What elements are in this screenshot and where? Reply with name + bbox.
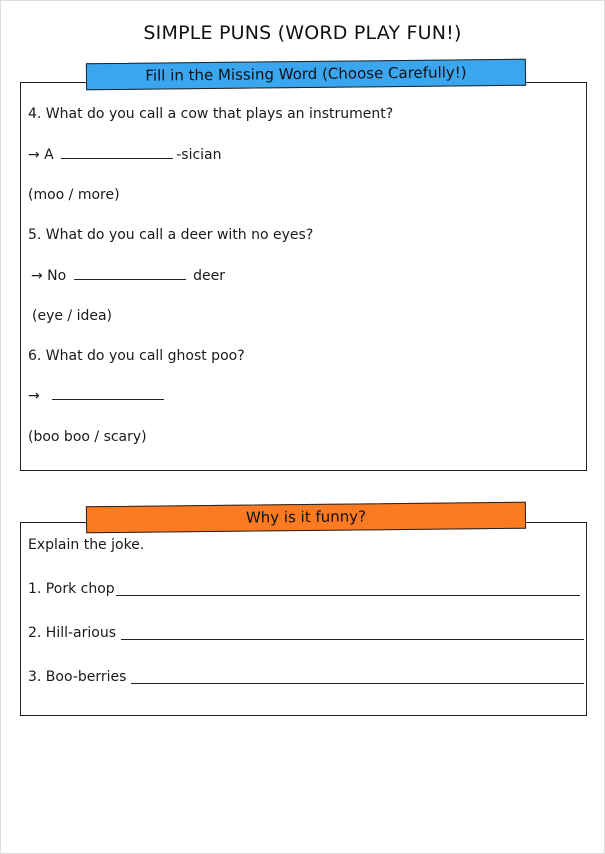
question-5: 5. What do you call a deer with no eyes?	[28, 227, 314, 243]
answer-4-suffix: -sician	[176, 147, 222, 163]
answer-4-line	[28, 146, 222, 163]
answer-5-blank[interactable]	[74, 267, 186, 280]
answer-4-prefix: → A	[28, 147, 54, 163]
answer-6-prefix: →	[28, 388, 40, 404]
explain-item-3: 3. Boo-berries	[28, 669, 127, 685]
answer-5-line	[31, 267, 225, 284]
answer-4-blank[interactable]	[61, 146, 173, 159]
explain-item-2-blank[interactable]	[121, 638, 584, 640]
explain-item-2: 2. Hill-arious	[28, 625, 117, 641]
explain-item-3-blank[interactable]	[131, 682, 584, 684]
question-4: 4. What do you call a cow that plays an instrument?	[28, 106, 394, 122]
explain-item-1-blank[interactable]	[116, 594, 580, 596]
answer-6-line	[28, 387, 167, 404]
explain-item-1: 1. Pork chop	[28, 581, 115, 597]
page-title: SIMPLE PUNS (WORD PLAY FUN!)	[143, 22, 462, 44]
question-6: 6. What do you call ghost poo?	[28, 348, 245, 364]
fill-in-section-banner: Fill in the Missing Word (Choose Carefully!)	[86, 59, 526, 91]
answer-6-blank[interactable]	[52, 387, 164, 400]
options-4: (moo / more)	[28, 187, 120, 203]
options-6: (boo boo / scary)	[28, 429, 147, 445]
answer-5-prefix: → No	[31, 268, 67, 284]
why-funny-section-banner: Why is it funny?	[86, 502, 526, 534]
instruction-text: Explain the joke.	[28, 537, 145, 553]
options-5: (eye / idea)	[32, 308, 113, 324]
answer-5-suffix: deer	[193, 268, 225, 284]
